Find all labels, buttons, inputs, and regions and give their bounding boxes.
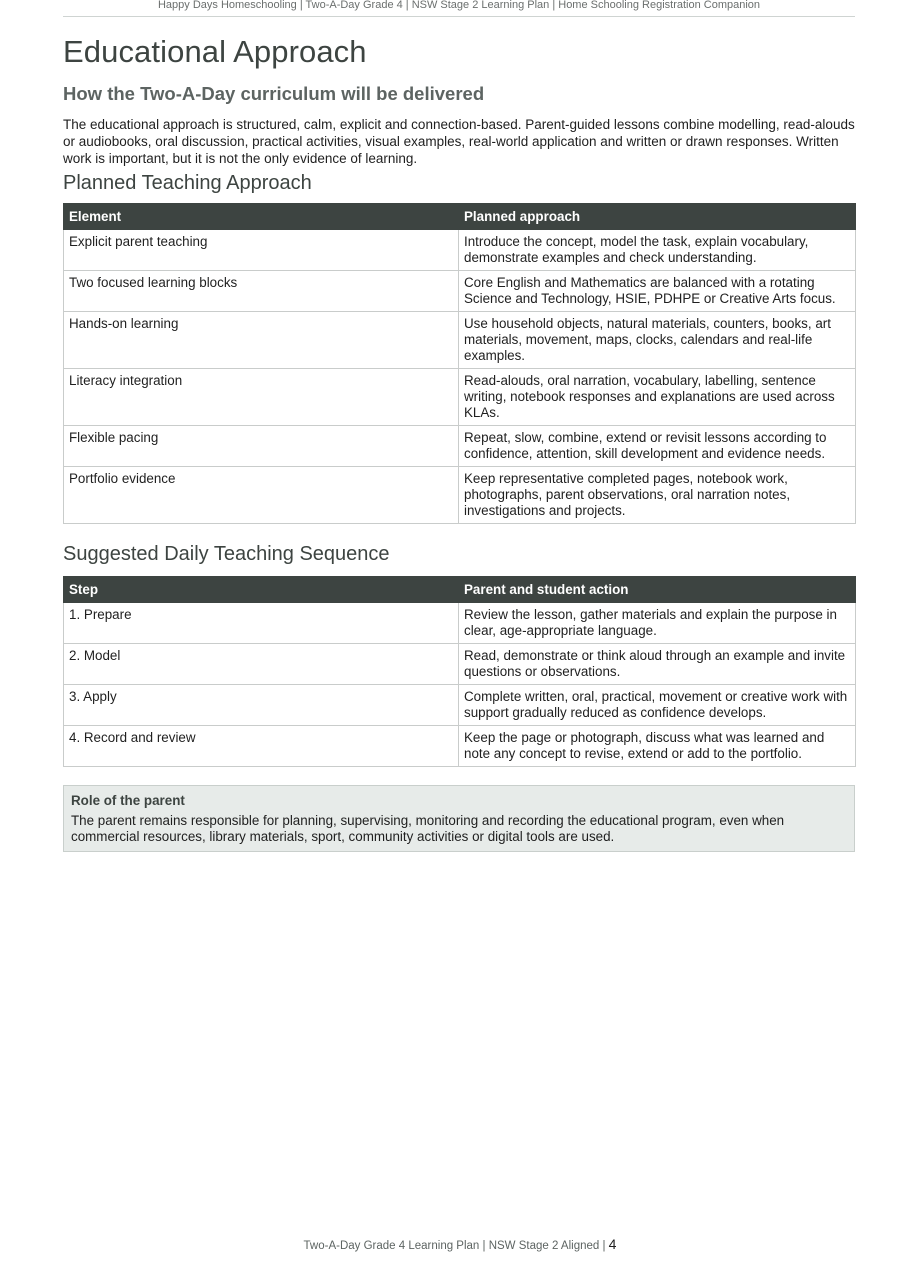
parent-role-callout [63, 785, 855, 852]
page-footer [0, 1236, 920, 1252]
table-row [64, 271, 856, 312]
daily-sequence-heading: Suggested Daily Teaching Sequence [63, 543, 390, 565]
table-row [64, 644, 856, 685]
element-cell: Hands-on learning [64, 312, 459, 369]
planned-approach-table [63, 203, 856, 524]
running-header: Happy Days Homeschooling | Two-A-Day Grade 4 | NSW Stage 2 Learning Plan | Home Schooling Registration Companion [63, 0, 855, 17]
element-cell: Explicit parent teaching [64, 230, 459, 271]
approach-cell: Core English and Mathematics are balanced with a rotating Science and Technology, HSIE, PDHPE or Creative Arts focus. [459, 271, 856, 312]
action-cell: Read, demonstrate or think aloud through an example and invite questions or observations. [459, 644, 856, 685]
step-cell: 3. Apply [64, 685, 459, 726]
daily-sequence-table [63, 576, 856, 767]
step-cell: 1. Prepare [64, 603, 459, 644]
table-row [64, 603, 856, 644]
callout-title: Role of the parent [71, 793, 185, 808]
callout-body: The parent remains responsible for planning, supervising, monitoring and recording the educational program, even when commercial resources, library materials, sport, community activities or digital tools are used. [71, 813, 785, 844]
approach-cell: Read-alouds, oral narration, vocabulary, labelling, sentence writing, notebook responses and explanations are used across KLAs. [459, 369, 856, 426]
element-cell: Flexible pacing [64, 426, 459, 467]
table-header-row [64, 577, 856, 603]
approach-cell: Introduce the concept, model the task, explain vocabulary, demonstrate examples and check understanding. [459, 230, 856, 271]
action-cell: Review the lesson, gather materials and explain the purpose in clear, age-appropriate language. [459, 603, 856, 644]
element-cell: Literacy integration [64, 369, 459, 426]
intro-paragraph: The educational approach is structured, calm, explicit and connection-based. Parent-guided lessons combine modelling, read-alouds or audiobooks, oral discussion, practical activities, visual examples, real-world application and written or drawn responses. Written work is important, but it is not the only evidence of learning. [63, 117, 855, 166]
table-header-row [64, 204, 856, 230]
table-row [64, 685, 856, 726]
action-cell: Keep the page or photograph, discuss what was learned and note any concept to revise, extend or add to the portfolio. [459, 726, 856, 767]
table-row [64, 369, 856, 426]
page-title: Educational Approach [63, 34, 367, 69]
table-row [64, 467, 856, 524]
approach-cell: Repeat, slow, combine, extend or revisit lessons according to confidence, attention, skill development and evidence needs. [459, 426, 856, 467]
step-cell: 2. Model [64, 644, 459, 685]
element-cell: Portfolio evidence [64, 467, 459, 524]
table-row [64, 312, 856, 369]
table-row [64, 726, 856, 767]
planned-approach-heading: Planned Teaching Approach [63, 172, 312, 194]
table-row [64, 230, 856, 271]
table-row [64, 426, 856, 467]
column-header: Element [64, 204, 459, 230]
action-cell: Complete written, oral, practical, movement or creative work with support gradually reduced as confidence develops. [459, 685, 856, 726]
page-content [63, 30, 855, 852]
column-header: Step [64, 577, 459, 603]
column-header: Parent and student action [459, 577, 856, 603]
column-header: Planned approach [459, 204, 856, 230]
approach-cell: Use household objects, natural materials, counters, books, art materials, movement, maps, clocks, calendars and real-life examples. [459, 312, 856, 369]
step-cell: 4. Record and review [64, 726, 459, 767]
approach-cell: Keep representative completed pages, notebook work, photographs, parent observations, oral narration notes, investigations and projects. [459, 467, 856, 524]
element-cell: Two focused learning blocks [64, 271, 459, 312]
page-number: 4 [608, 1236, 617, 1252]
footer-text: Two-A-Day Grade 4 Learning Plan | NSW Stage 2 Aligned | [303, 1240, 606, 1252]
page-subtitle: How the Two-A-Day curriculum will be delivered [63, 83, 485, 104]
